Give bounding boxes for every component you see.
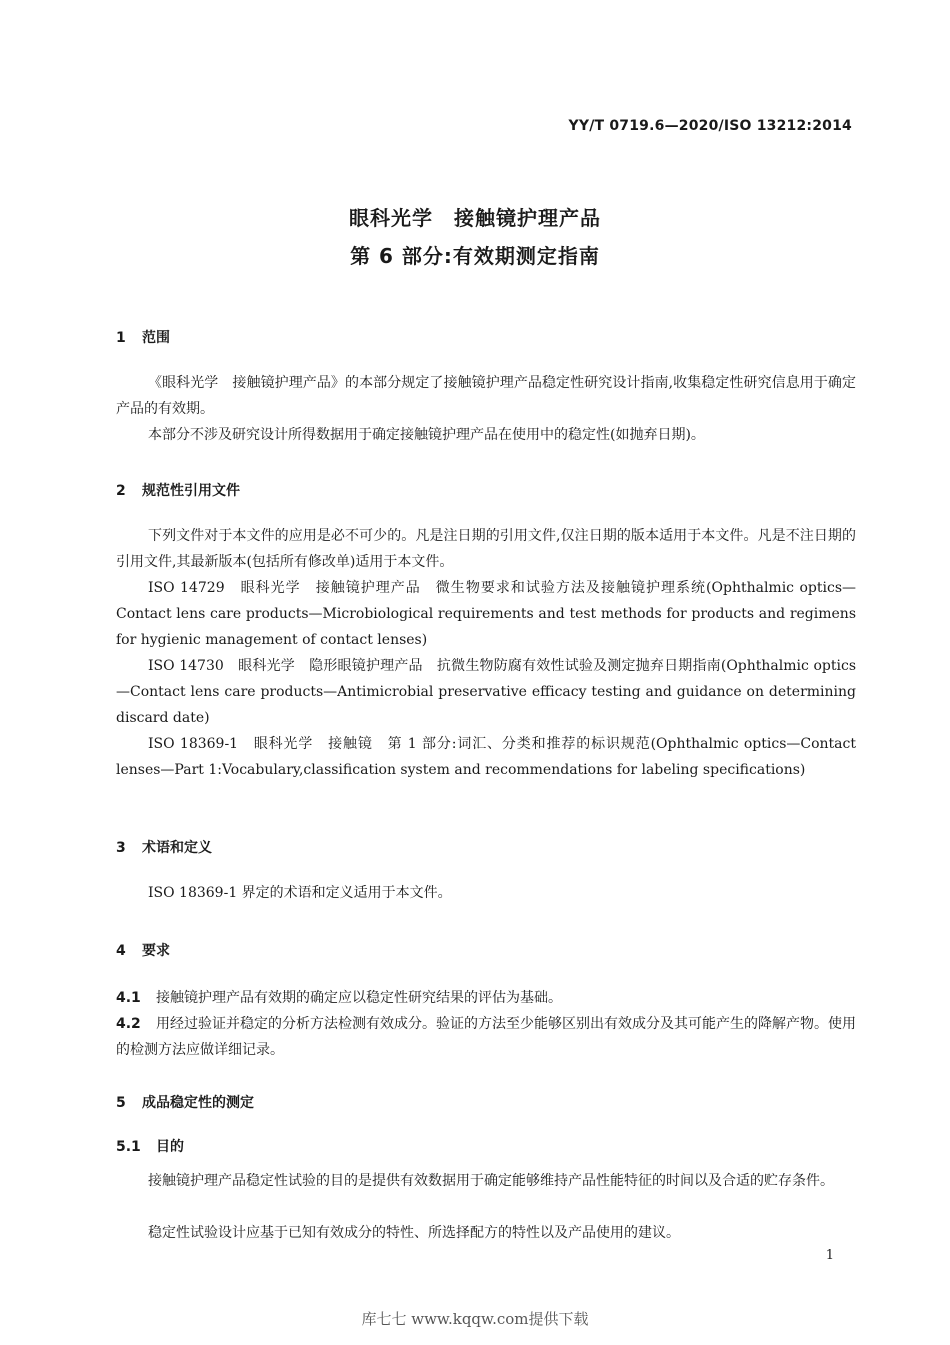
section-2-heading — [116, 480, 240, 500]
subsection-number: 5.1 — [116, 1139, 141, 1155]
clause-4-2 — [116, 1011, 856, 1063]
section-3-paragraph-1: ISO 18369-1 界定的术语和定义适用于本文件。 — [148, 885, 452, 901]
clause-4-1 — [116, 985, 856, 1011]
clause-number: 4.2 — [116, 1016, 141, 1032]
subsection-5-1-paragraph-1: 接触镜护理产品稳定性试验的目的是提供有效数据用于确定能够维持产品性能特征的时间以及合适的贮存条件。 — [148, 1173, 834, 1189]
subsection-5-1-paragraph-2: 稳定性试验设计应基于已知有效成分的特性、所选择配方的特性以及产品使用的建议。 — [148, 1225, 680, 1241]
section-1-paragraph-1: 《眼科光学 接触镜护理产品》的本部分规定了接触镜护理产品稳定性研究设计指南,收集稳定性研究信息用于确定产品的有效期。 — [116, 375, 856, 417]
subsection-5-1-heading — [116, 1136, 184, 1156]
section-title: 规范性引用文件 — [142, 483, 240, 499]
section-number: 5 — [116, 1095, 126, 1111]
document-title-line1: 眼科光学 接触镜护理产品 — [349, 206, 601, 230]
clause-number: 4.1 — [116, 990, 141, 1006]
section-number: 2 — [116, 483, 126, 499]
clause-text: 接触镜护理产品有效期的确定应以稳定性研究结果的评估为基础。 — [156, 990, 562, 1006]
standard-code: YY/T 0719.6—2020/ISO 13212:2014 — [568, 118, 852, 134]
section-5-heading — [116, 1092, 254, 1112]
section-4-heading — [116, 940, 170, 960]
clause-text: 用经过验证并稳定的分析方法检测有效成分。验证的方法至少能够区别出有效成分及其可能产生的降解产物。使用的检测方法应做详细记录。 — [116, 1016, 856, 1058]
section-1-paragraph-2: 本部分不涉及研究设计所得数据用于确定接触镜护理产品在使用中的稳定性(如抛弃日期)。 — [148, 427, 705, 443]
normative-reference-iso-14729: ISO 14729 眼科光学 接触镜护理产品 微生物要求和试验方法及接触镜护理系统(Ophthalmic optics—Contact lens care products—Microbiological requirements and test methods for products and regimens for hygienic management of contact lenses) — [116, 580, 856, 648]
normative-reference-iso-18369-1: ISO 18369-1 眼科光学 接触镜 第 1 部分:词汇、分类和推荐的标识规范(Ophthalmic optics—Contact lenses—Part 1:Vocabulary,classification system and recommendations for labeling specifications) — [116, 736, 856, 778]
page-number: 1 — [825, 1248, 834, 1263]
section-3-heading — [116, 837, 212, 857]
footer-watermark: 库七七 www.kqqw.com提供下载 — [361, 1310, 589, 1328]
section-1-heading — [116, 327, 170, 347]
section-title: 范围 — [142, 330, 170, 346]
section-title: 要求 — [142, 943, 170, 959]
section-title: 术语和定义 — [142, 840, 212, 856]
document-title-line2: 第 6 部分:有效期测定指南 — [350, 244, 600, 268]
section-title: 成品稳定性的测定 — [142, 1095, 254, 1111]
section-2-paragraph-1: 下列文件对于本文件的应用是必不可少的。凡是注日期的引用文件,仅注日期的版本适用于本文件。凡是不注日期的引用文件,其最新版本(包括所有修改单)适用于本文件。 — [116, 528, 856, 570]
section-number: 3 — [116, 840, 126, 856]
normative-reference-iso-14730: ISO 14730 眼科光学 隐形眼镜护理产品 抗微生物防腐有效性试验及测定抛弃日期指南(Ophthalmic optics—Contact lens care products—Antimicrobial preservative efficacy testing and guidance on determining discard date) — [116, 658, 856, 726]
subsection-title: 目的 — [156, 1139, 184, 1155]
section-number: 1 — [116, 330, 126, 346]
section-number: 4 — [116, 943, 126, 959]
